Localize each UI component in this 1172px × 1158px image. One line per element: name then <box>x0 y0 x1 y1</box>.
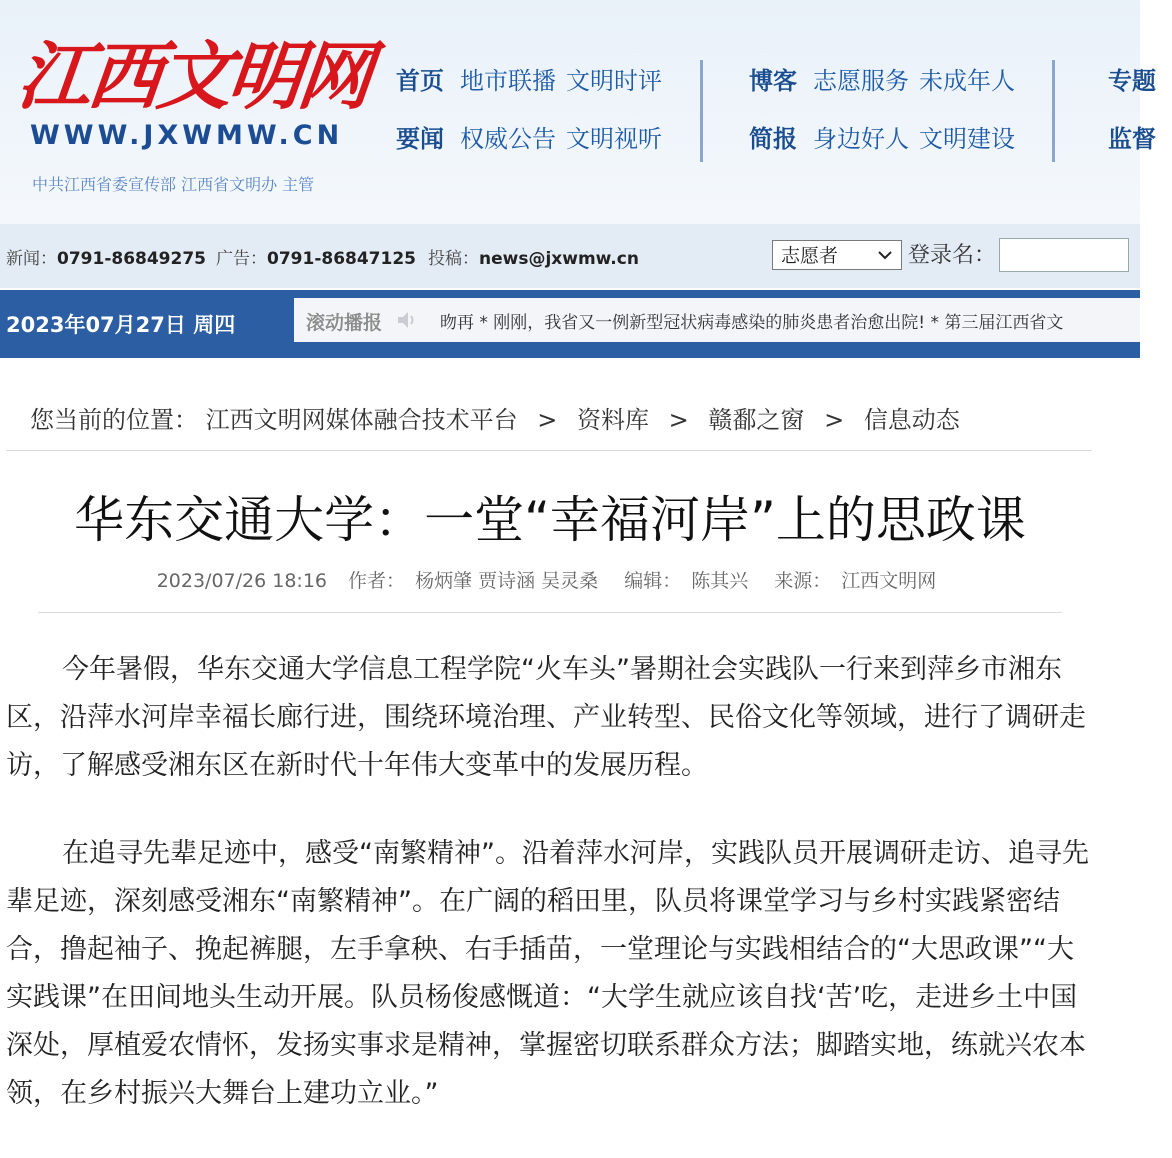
breadcrumb-separator: > <box>668 406 689 434</box>
article-editor: 编辑： 陈其兴 <box>624 570 749 592</box>
nav-video[interactable]: 文明视听 <box>566 125 662 153</box>
divider <box>6 450 1092 451</box>
submit-email: 投稿：news@jxwmw.cn <box>428 249 639 269</box>
nav-row-6 <box>1108 110 1172 168</box>
nav-row-4 <box>749 110 1025 168</box>
breadcrumb-item[interactable]: 资料库 <box>577 406 650 434</box>
nav-row-3 <box>749 52 1025 110</box>
article-paragraph: 在追寻先辈足迹中，感受“南繁精神”。沿着萍水河岸，实践队员开展调研走访、追寻先辈足迹，深刻感受湘东“南繁精神”。在广阔的稻田里，队员将课堂学习与乡村实践紧密结合，撸起袖子、挽起裤腿，左手拿秧、右手插苗，一堂理论与实践相结合的“大思政课”“大实践课”在田间地头生动开展。队员杨俊感慨道：“大学生就应该自找‘苦’吃，走进乡土中国深处，厚植爱农情怀，发扬实事求是精神，掌握密切联系群众方法；脚踏实地，练就兴农本领，在乡村振兴大舞台上建功立业。” <box>6 838 1089 1109</box>
nav-city-news[interactable]: 地市联播 <box>460 67 556 95</box>
nav-topics[interactable]: 专题 <box>1108 67 1156 95</box>
article-paragraph: 今年暑假，华东交通大学信息工程学院“火车头”暑期社会实践队一行来到萍乡市湘东区，沿萍水河岸幸福长廊行进，围绕环境治理、产业转型、民俗文化等领域，进行了调研走访，了解感受湘东区在新时代十年伟大变革中的发展历程。 <box>6 654 1086 781</box>
nav-row-1 <box>396 52 672 110</box>
article-title: 华东交通大学：一堂“幸福河岸”上的思政课 <box>74 491 1026 549</box>
article-datetime: 2023/07/26 18:16 <box>156 570 327 592</box>
nav-home[interactable]: 首页 <box>396 67 444 95</box>
nav-row-5 <box>1108 52 1172 110</box>
article-meta <box>0 566 1098 593</box>
breadcrumb-item[interactable]: 信息动态 <box>863 406 960 434</box>
nav-supervision[interactable]: 监督 <box>1108 125 1156 153</box>
site-header <box>0 0 1156 224</box>
nav-commentary[interactable]: 文明时评 <box>566 67 662 95</box>
site-logo[interactable]: 江西文明网 <box>13 34 373 120</box>
breadcrumb-label: 您当前的位置： <box>30 406 198 434</box>
breadcrumb-separator: > <box>537 406 558 434</box>
nav-row-2 <box>396 110 672 168</box>
current-date: 2023年07月27日 周四 <box>6 313 236 337</box>
breadcrumb-item[interactable]: 江西文明网媒体融合技术平台 <box>205 406 518 434</box>
breadcrumb-item[interactable]: 赣鄱之窗 <box>708 406 805 434</box>
nav-volunteer[interactable]: 志愿服务 <box>813 67 909 95</box>
speaker-icon <box>396 310 418 330</box>
username-input[interactable] <box>999 238 1129 272</box>
username-label: 登录名： <box>908 243 997 268</box>
ad-phone: 广告：0791-86847125 <box>216 249 416 269</box>
nav-civilization[interactable]: 文明建设 <box>919 125 1015 153</box>
nav-announcements[interactable]: 权威公告 <box>460 125 556 153</box>
site-url: WWW.JXWMW.CN <box>30 120 344 151</box>
nav-briefing[interactable]: 简报 <box>749 125 797 153</box>
nav-divider <box>1052 60 1055 162</box>
site-sponsor: 中共江西省委宣传部 江西省文明办 主管 <box>32 175 315 194</box>
nav-headlines[interactable]: 要闻 <box>396 125 444 153</box>
chevron-down-icon <box>876 246 894 264</box>
nav-blog[interactable]: 博客 <box>749 67 797 95</box>
news-ticker <box>294 298 1140 342</box>
article-body <box>6 646 1094 1158</box>
article-source: 来源： 江西文明网 <box>774 570 937 592</box>
article-author: 作者： 杨炳肇 贾诗涵 吴灵桑 <box>348 570 599 592</box>
nav-divider <box>700 60 703 162</box>
user-type-select[interactable]: 志愿者 <box>772 240 902 270</box>
news-phone: 新闻：0791-86849275 <box>6 249 206 269</box>
nav-minors[interactable]: 未成年人 <box>919 67 1015 95</box>
breadcrumb <box>30 400 960 435</box>
breadcrumb-separator: > <box>824 406 845 434</box>
divider <box>38 612 1062 613</box>
ticker-label: 滚动播报 <box>306 312 383 334</box>
ticker-headline[interactable]: 昒再 * 刚刚，我省又一例新型冠状病毒感染的肺炎患者治愈出院! * 第三届江西省文 <box>440 313 1064 333</box>
nav-good-people[interactable]: 身边好人 <box>813 125 909 153</box>
